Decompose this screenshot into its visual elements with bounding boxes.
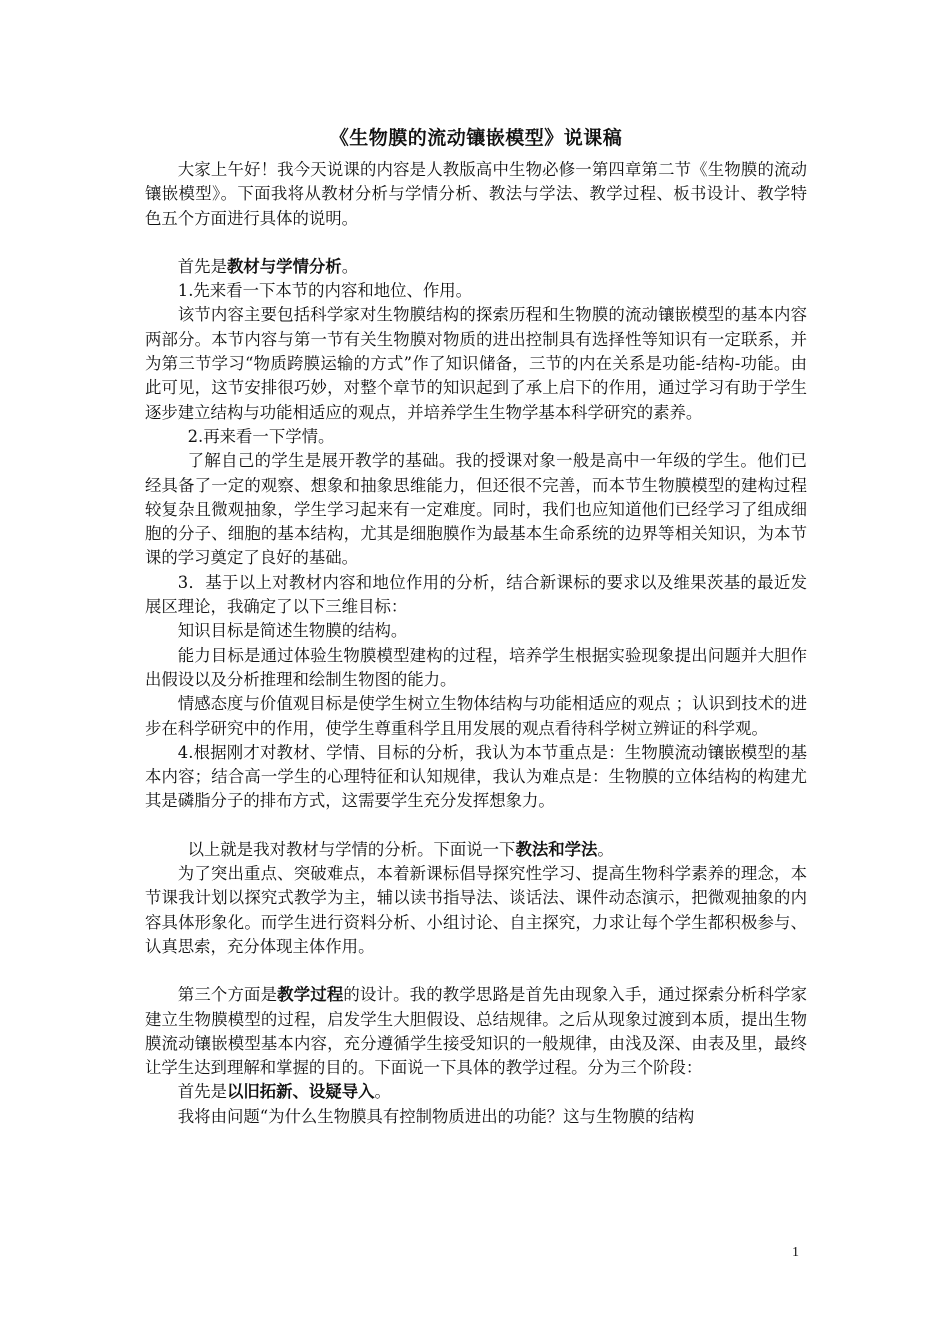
text-run: 以上就是我对教材与学情的分析。下面说一下 — [187, 839, 516, 859]
bold-keyword: 教材与学情分析 — [226, 256, 342, 276]
text-run: 。 — [374, 1082, 391, 1102]
text-run: 。 — [341, 256, 359, 276]
paragraph-item-3: 3．基于以上对教材内容和地位作用的分析，结合新课标的要求以及维果茨基的最近发展区理论，我确定了以下三维目标： — [145, 572, 807, 617]
paragraph-goal-knowledge: 知识目标是简述生物膜的结构。 — [177, 621, 408, 641]
paragraph-methods-body: 为了突出重点、突破难点，本着新课标倡导探究性学习、提高生物科学素养的理念，本节课我计划以探究式教学为主，辅以读书指导法、谈话法、课件动态演示，把微观抽象的内容具体形象化。而学生进行资料分析、小组讨论、自主探究，力求让每个学生都积极参与、认真思索，充分体现主体作用。 — [145, 864, 807, 956]
bold-keyword: 教法和学法 — [515, 839, 598, 859]
section-heading-methods — [145, 838, 807, 862]
paragraph-stage-1 — [145, 1080, 807, 1104]
paragraph-item-2-heading: 2.再来看一下学情。 — [187, 426, 335, 446]
paragraph-item-2-body: 了解自己的学生是展开教学的基础。我的授课对象一般是高中一年级的学生。他们已经具备了一定的观察、想象和抽象思维能力，但还很不完善，而本节生物膜模型的建构过程较复杂且微观抽象，学生学习起来有一定难度。同时，我们也应知道他们已经学习了组成细胞的分子、细胞的基本结构，尤其是细胞膜作为最基本生命系统的边界等相关知识，为本节课的学习奠定了良好的基础。 — [145, 451, 807, 568]
bold-keyword: 以旧拓新、设疑导入 — [226, 1082, 375, 1102]
paragraph-item-4: 4.根据刚才对教材、学情、目标的分析，我认为本节重点是：生物膜流动镶嵌模型的基本内容；结合高一学生的心理特征和认知规律，我认为难点是：生物膜的立体结构的构建尤其是磷脂分子的排布方式，这需要学生充分发挥想象力。 — [145, 742, 807, 811]
section-heading-materials — [145, 255, 807, 279]
paragraph-stage-1-body: 我将由问题“为什么生物膜具有控制物质进出的功能？这与生物膜的结构 — [177, 1106, 695, 1126]
document-body — [145, 124, 807, 1129]
section-heading-process — [145, 983, 807, 1080]
paragraph-item-1-heading: 1.先来看一下本节的内容和地位、作用。 — [177, 281, 473, 301]
text-run: 。 — [597, 839, 614, 859]
paragraph-intro: 大家上午好！我今天说课的内容是人教版高中生物必修一第四章第二节《生物膜的流动镶嵌模型》。下面我将从教材分析与学情分析、教法与学法、教学过程、板书设计、教学特色五个方面进行具体的说明。 — [145, 160, 807, 228]
paragraph-goal-ability: 能力目标是通过体验生物膜模型建构的过程，培养学生根据实验现象提出问题并大胆作出假设以及分析推理和绘制生物图的能力。 — [145, 645, 807, 689]
text-run: 首先是 — [177, 256, 227, 276]
paragraph-item-1-body: 该节内容主要包括科学家对生物膜结构的探索历程和生物膜的流动镶嵌模型的基本内容两部分。本节内容与第一节有关生物膜对物质的进出控制具有选择性等知识有一定联系，并为第三节学习“物质跨膜运输的方式”作了知识储备，三节的内在关系是功能-结构-功能。由此可见，这节安排很巧妙，对整个章节的知识起到了承上启下的作用，通过学习有助于学生逐步建立结构与功能相适应的观点，并培养学生生物学基本科学研究的素养。 — [145, 305, 807, 422]
text-run: 首先是 — [177, 1082, 227, 1102]
paragraph-goal-attitude: 情感态度与价值观目标是使学生树立生物体结构与功能相适应的观点 ；认识到技术的进步在科学研究中的作用，使学生尊重科学且用发展的观点看待科学树立辨证的科学观。 — [145, 694, 807, 738]
document-title: 《生物膜的流动镶嵌模型》说课稿 — [329, 127, 623, 149]
text-run: 的设计。我的教学思路是首先由现象入手，通过探索分析科学家建立生物膜模型的过程，启发学生大胆假设、总结规律。之后从现象过渡到本质，提出生物膜流动镶嵌模型基本内容，充分遵循学生接受知识的一般规律，由浅及深、由表及里，最终让学生达到理解和掌握的目的。下面说一下具体的教学过程。分为三个阶段： — [145, 985, 807, 1078]
bold-keyword: 教学过程 — [277, 985, 344, 1005]
text-run: 第三个方面是 — [177, 985, 278, 1005]
page-number: 1 — [792, 1245, 799, 1260]
